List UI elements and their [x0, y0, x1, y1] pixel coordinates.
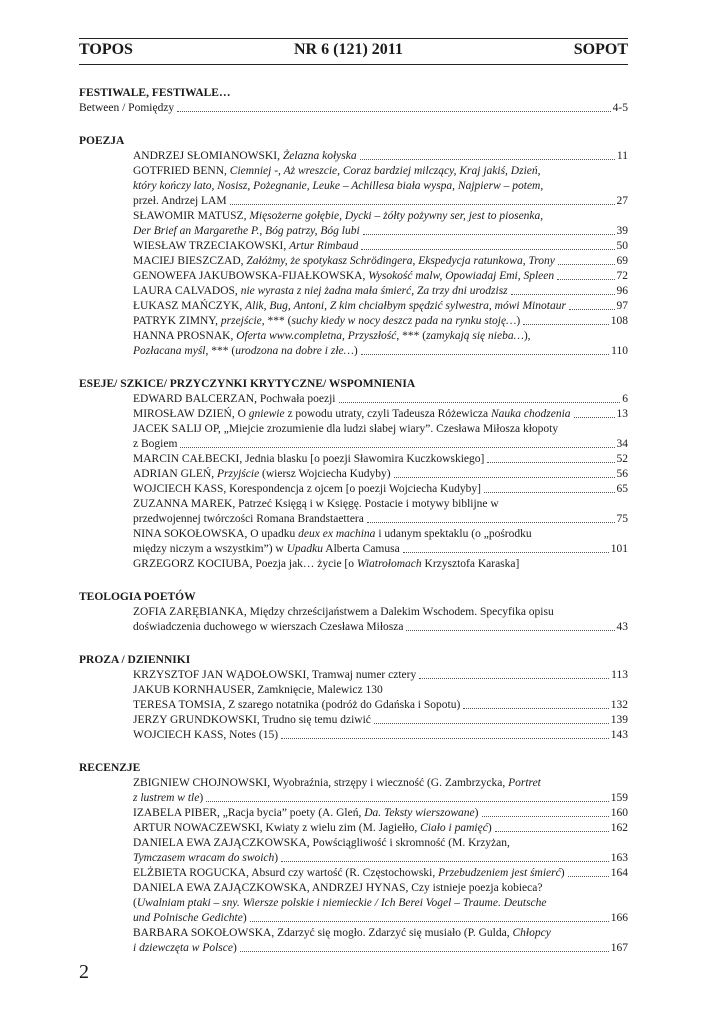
entry-text-segment: ZBIGNIEW CHOJNOWSKI, Wyobraźnia, strzępy i wieczność (G. Zambrzycka, [133, 777, 509, 789]
dot-leader [403, 551, 609, 553]
toc-section [79, 761, 628, 956]
entry-text-segment: Krzysztofa Karaska] [421, 558, 520, 570]
entry-title-italic: Upadku [286, 543, 324, 555]
entry-text [133, 210, 543, 222]
entry-title-italic: Mięsożerne gołębie, Dycki – żółty pożywny ser, jest to piosenka, [249, 210, 544, 222]
dot-leader [361, 248, 614, 250]
entry-text-segment: ) [242, 912, 247, 924]
toc-entry [79, 101, 628, 116]
entry-text-segment: ) [353, 345, 358, 357]
entry-text [133, 482, 481, 497]
entry-text [133, 558, 519, 570]
dot-leader [557, 278, 614, 280]
dot-leader [558, 263, 615, 265]
toc-entry [79, 239, 628, 254]
entry-text-segment: ELŻBIETA ROGUCKA, Absurd czy wartość (R. Częstochowski, [133, 867, 439, 879]
entry-text [133, 927, 551, 939]
entry-text-segment: doświadczenia duchowego w wierszach Czesława Miłosza [133, 621, 404, 633]
dot-leader [394, 476, 615, 478]
entry-text-segment: WIESŁAW TRZECIAKOWSKI, [133, 240, 290, 252]
page-ref: 108 [610, 315, 628, 327]
section-title: FESTIWALE, FESTIWALE… [79, 87, 231, 99]
toc-entry [79, 941, 628, 956]
page-ref: 43 [616, 621, 628, 633]
entry-text-segment: NINA SOKOŁOWSKA, O upadku [133, 528, 299, 540]
entry-title-italic: Da. Teksty wierszowane [364, 807, 475, 819]
entry-text [133, 452, 484, 467]
section-title: POEZJA [79, 135, 125, 147]
entry-text-segment: (wiersz Wojciecha Kudyby) [259, 468, 391, 480]
entry-title-italic: Chłopcy [512, 927, 551, 939]
toc-entry [79, 527, 628, 542]
entry-text-segment: MARCIN CAŁBECKI, Jednia blasku [o poezji Sławomira Kuczkowskiego] [133, 453, 485, 465]
entry-text-segment: BARBARA SOKOŁOWSKA, Zdarzyć się mogło. Zdarzyć się musiało (P. Gulda, [133, 927, 513, 939]
page-ref: 50 [616, 240, 628, 252]
entry-text [133, 423, 558, 435]
toc-section [79, 653, 628, 743]
dot-leader [281, 737, 609, 739]
entry-text-segment: MACIEJ BIESZCZAD, [133, 255, 247, 267]
toc-entry [79, 851, 628, 866]
entry-text [133, 224, 360, 239]
entry-text [133, 344, 358, 359]
entry-title-italic: Wysokość malw, Opowiadaj Emi, Spleen [368, 270, 555, 282]
page-ref: 6 [622, 393, 628, 405]
dot-leader [177, 110, 610, 112]
toc-entry [79, 254, 628, 269]
entry-text [133, 330, 531, 342]
toc-entry [79, 620, 628, 635]
page-ref: 13 [616, 408, 628, 420]
toc-entry [79, 926, 628, 941]
entry-title-italic: Tymczasem wracam do swoich [133, 852, 275, 864]
page-ref: 4-5 [612, 102, 628, 114]
entry-text-segment: z Bogiem [133, 438, 178, 450]
entry-title-italic: urodzona na dobre i złe… [235, 345, 354, 357]
toc-entry [79, 209, 628, 224]
entry-text-segment: ) [232, 942, 237, 954]
page-ref: 110 [611, 345, 628, 357]
entry-text-segment: ZUZANNA MAREK, Patrzeć Księgą i w Księgę. Postacie i motywy biblijne w [133, 498, 499, 510]
toc-entry [79, 467, 628, 482]
entry-text [133, 512, 364, 527]
page-ref: 39 [616, 225, 628, 237]
toc-entry [79, 557, 628, 572]
toc-entry [79, 836, 628, 851]
entry-text-segment: WOJCIECH KASS, Notes (15) [133, 729, 279, 741]
entry-text [133, 180, 543, 192]
toc-entry [79, 791, 628, 806]
section-title: ESEJE/ SZKICE/ PRZYCZYNKI KRYTYCZNE/ WSPOMNIENIA [79, 378, 416, 390]
entry-text-segment: SŁAWOMIR MATUSZ, [133, 210, 250, 222]
entry-title-italic: und Polnische Gedichte [133, 912, 243, 924]
page-ref: 159 [610, 792, 628, 804]
issue-number: NR 6 (121) 2011 [294, 41, 403, 58]
page-ref: 167 [610, 942, 628, 954]
entry-text-segment: GENOWEFA JAKUBOWSKA-FIJAŁKOWSKA, [133, 270, 369, 282]
dot-leader [482, 815, 609, 817]
dot-leader [281, 860, 609, 862]
entry-text-segment: TERESA TOMSIA, Z szarego notatnika (podróż do Gdańska i Sopotu) [133, 699, 461, 711]
entry-text [133, 542, 400, 557]
page-ref: 113 [611, 669, 628, 681]
entry-text-segment: Alberta Camusa [323, 543, 400, 555]
toc-entry [79, 821, 628, 836]
toc-entry [79, 683, 628, 698]
dot-leader [495, 830, 609, 832]
toc-entry [79, 224, 628, 239]
page-ref: 132 [610, 699, 628, 711]
entry-text-segment: HANNA PROSNAK, [133, 330, 237, 342]
dot-leader [361, 353, 609, 355]
entry-text-segment: przedwojennej twórczości Romana Brandstaettera [133, 513, 364, 525]
page-number: 2 [79, 961, 89, 983]
page-ref: 101 [610, 543, 628, 555]
entry-text [133, 713, 371, 728]
entry-title-italic: przejście [220, 315, 262, 327]
entry-text [133, 620, 403, 635]
toc-entry [79, 728, 628, 743]
toc-section [79, 86, 628, 116]
entry-text [133, 194, 227, 209]
entry-title-italic: Oferta www.completna, Przyszłość [236, 330, 397, 342]
entry-text [133, 299, 566, 314]
entry-title-italic: Der Brief an Margarethe P., Bóg patrzy, Bóg lubi [133, 225, 360, 237]
toc-entry [79, 698, 628, 713]
toc-section [79, 377, 628, 572]
dot-leader [568, 875, 609, 877]
toc-entry [79, 392, 628, 407]
entry-text-segment: ARTUR NOWACZEWSKI, Kwiaty z wielu zim (M. Jagiełło, [133, 822, 421, 834]
toc-entry [79, 668, 628, 683]
entry-text-segment: i udanym spektaklu (o „pośrodku [375, 528, 532, 540]
dot-leader [487, 461, 614, 463]
dot-leader [363, 233, 615, 235]
entry-text [133, 698, 460, 713]
section-title: PROZA / DZIENNIKI [79, 654, 191, 666]
page-ref: 160 [610, 807, 628, 819]
entry-text [133, 467, 391, 482]
entry-text [133, 791, 203, 806]
entry-text [133, 882, 542, 894]
entry-title-italic: zamykają się nieba… [426, 330, 524, 342]
dot-leader [574, 416, 615, 418]
entry-text-segment: ŁUKASZ MAŃCZYK, [133, 300, 246, 312]
entry-text [133, 777, 541, 789]
entry-title-italic: Ciemniej -, Aż wreszcie, Coraz bardziej milczący, Kraj jakiś, Dzień, [229, 165, 541, 177]
dot-leader [230, 203, 615, 205]
entry-title-italic: Żelazna kołyska [282, 150, 357, 162]
toc-entry [79, 407, 628, 422]
header-rule-top [79, 38, 628, 39]
journal-title: TOPOS [79, 41, 133, 58]
page-ref: 72 [616, 270, 628, 282]
toc-entry [79, 806, 628, 821]
dot-leader [463, 707, 608, 709]
dot-leader [339, 401, 621, 403]
toc-entry [79, 164, 628, 179]
page-ref: 11 [616, 150, 628, 162]
section-title: RECENZJE [79, 762, 141, 774]
page-ref: 97 [616, 300, 628, 312]
entry-title-italic: Pozłacana myśl [133, 345, 206, 357]
entry-text [133, 684, 383, 696]
entry-text-segment: DANIELA EWA ZAJĄCZKOWSKA, ANDRZEJ HYNAS, Czy istnieje poezja kobieca? [133, 882, 543, 894]
entry-text [133, 897, 547, 909]
entry-text [133, 284, 508, 299]
toc-entry [79, 482, 628, 497]
toc-entry [79, 542, 628, 557]
entry-title-italic: Wiatrołomach [356, 558, 422, 570]
page-ref: 96 [616, 285, 628, 297]
entry-title-italic: nie wyrasta z niej żadna mała śmierć, Za trzy dni urodzisz [240, 285, 508, 297]
entry-text-segment: ADRIAN GLEŃ, [133, 468, 218, 480]
entry-text-segment: ( [133, 897, 137, 909]
entry-text-segment: JERZY GRUNDKOWSKI, Trudno się temu dziwić [133, 714, 371, 726]
dot-leader [206, 800, 609, 802]
entry-text-segment: Between / Pomiędzy [79, 102, 175, 114]
entry-text [133, 437, 177, 452]
entry-text [133, 728, 278, 743]
page-ref: 163 [610, 852, 628, 864]
entry-title-italic: który kończy lato, Nosisz, Pożegnanie, Leuke – Achillesa biała wyspa, Najpierw – potem, [133, 180, 544, 192]
entry-text [133, 851, 278, 866]
entry-text-segment: ), [523, 330, 531, 342]
entry-text [133, 407, 571, 422]
entry-text [133, 314, 520, 329]
table-of-contents [79, 86, 628, 974]
entry-text-segment: ) [516, 315, 521, 327]
toc-entry [79, 437, 628, 452]
dot-leader [250, 920, 609, 922]
toc-entry [79, 329, 628, 344]
dot-leader [367, 521, 615, 523]
entry-text-segment: między niczym a wszystkim”) w [133, 543, 287, 555]
entry-text [133, 528, 532, 540]
entry-text [133, 941, 237, 956]
toc-entry [79, 422, 628, 437]
entry-text-segment: z powodu utraty, czyli Tadeusza Różewicza [284, 408, 491, 420]
entry-text [133, 254, 555, 269]
entry-text-segment: LAURA CALVADOS, [133, 285, 241, 297]
entry-text [133, 239, 358, 254]
entry-text [133, 165, 541, 177]
dot-leader [484, 491, 615, 493]
toc-section [79, 134, 628, 359]
dot-leader [240, 950, 609, 952]
entry-text [133, 821, 492, 836]
header-rule-bottom [79, 64, 628, 65]
page-ref: 164 [610, 867, 628, 879]
entry-title-italic: Ciało i pamięć [420, 822, 488, 834]
page-ref: 75 [616, 513, 628, 525]
page-ref: 56 [616, 468, 628, 480]
entry-text [133, 866, 565, 881]
entry-title-italic: Przyjście [217, 468, 260, 480]
entry-text-segment: GRZEGORZ KOCIUBA, Poezja jak… życie [o [133, 558, 357, 570]
page-ref: 162 [610, 822, 628, 834]
entry-title-italic: Przebudzeniem jest śmierć [438, 867, 561, 879]
entry-title-italic: gniewie [248, 408, 285, 420]
entry-text-segment: ) [560, 867, 565, 879]
entry-title-italic: Załóżmy, że spotykasz Schrödingera, Ekspedycja ratunkowa, Trony [246, 255, 555, 267]
page-ref: 65 [616, 483, 628, 495]
toc-entry [79, 269, 628, 284]
toc-entry [79, 866, 628, 881]
entry-text [133, 806, 479, 821]
entry-text-segment: ) [199, 792, 204, 804]
dot-leader [569, 308, 615, 310]
entry-title-italic: Artur Rimbaud [289, 240, 359, 252]
toc-entry [79, 314, 628, 329]
entry-text-segment: PATRYK ZIMNY, [133, 315, 221, 327]
entry-title-italic: Nauka chodzenia [491, 408, 571, 420]
entry-text-segment: GOTFRIED BENN, [133, 165, 230, 177]
entry-text-segment: ANDRZEJ SŁOMIANOWSKI, [133, 150, 283, 162]
toc-entry [79, 881, 628, 896]
entry-text [133, 498, 499, 510]
entry-text-segment: , *** ( [396, 330, 427, 342]
page-ref: 27 [616, 195, 628, 207]
entry-text [133, 269, 554, 284]
toc-entry [79, 194, 628, 209]
page-header [79, 41, 628, 63]
page-ref: 166 [610, 912, 628, 924]
entry-text [133, 606, 554, 618]
entry-title-italic: deux ex machina [298, 528, 376, 540]
entry-title-italic: suchy kiedy w nocy deszcz pada na rynku stoję… [291, 315, 517, 327]
entry-text-segment: ZOFIA ZARĘBIANKA, Między chrześcijaństwem a Dalekim Wschodem. Specyfika opisu [133, 606, 554, 618]
entry-text-segment: DANIELA EWA ZAJĄCZKOWSKA, Powściągliwość i skromność (M. Krzyżan, [133, 837, 510, 849]
entry-text-segment: IZABELA PIBER, „Racja bycia” poety (A. Gleń, [133, 807, 365, 819]
toc-entry-continuation [79, 179, 628, 194]
toc-entry [79, 299, 628, 314]
entry-text-segment: KRZYSZTOF JAN WĄDOŁOWSKI, Tramwaj numer cztery [133, 669, 417, 681]
entry-title-italic: Portret [508, 777, 541, 789]
entry-title-italic: i dziewczęta w Polsce [133, 942, 233, 954]
entry-text [133, 668, 416, 683]
toc-entry [79, 605, 628, 620]
entry-text [79, 101, 174, 116]
entry-text-segment: ) [474, 807, 479, 819]
dot-leader [419, 677, 609, 679]
toc-entry [79, 497, 628, 512]
toc-entry-continuation [79, 896, 628, 911]
toc-entry [79, 149, 628, 164]
entry-text [133, 392, 336, 407]
entry-text-segment: EDWARD BALCERZAN, Pochwała poezji [133, 393, 336, 405]
toc-entry [79, 776, 628, 791]
dot-leader [523, 323, 609, 325]
dot-leader [360, 158, 615, 160]
entry-text-segment: MIROSŁAW DZIEŃ, O [133, 408, 249, 420]
entry-text-segment: przeł. Andrzej LAM [133, 195, 227, 207]
toc-entry [79, 284, 628, 299]
entry-text-segment: , *** ( [261, 315, 292, 327]
toc-entry [79, 344, 628, 359]
entry-title-italic: Alik, Bug, Antoni, Z kim chciałbym spędzić sylwestra, mówi Minotaur [245, 300, 566, 312]
dot-leader [180, 446, 614, 448]
section-title: TEOLOGIA POETÓW [79, 591, 196, 603]
dot-leader [406, 629, 614, 631]
entry-text-segment: JAKUB KORNHAUSER, Zamknięcie, Malewicz 130 [133, 684, 383, 696]
page-ref: 52 [616, 453, 628, 465]
journal-city: SOPOT [573, 41, 628, 58]
entry-text [133, 911, 247, 926]
toc-entry [79, 452, 628, 467]
page-ref: 34 [616, 438, 628, 450]
toc-entry [79, 713, 628, 728]
dot-leader [374, 722, 609, 724]
entry-text-segment: ) [487, 822, 492, 834]
page-ref: 69 [616, 255, 628, 267]
entry-title-italic: z lustrem w tle [133, 792, 200, 804]
page-ref: 139 [610, 714, 628, 726]
entry-text-segment: JACEK SALIJ OP, „Miejcie zrozumienie dla ludzi słabej wiary”. Czesława Miłosza kłopoty [133, 423, 559, 435]
entry-text [133, 837, 510, 849]
toc-entry [79, 512, 628, 527]
entry-text-segment: WOJCIECH KASS, Korespondencja z ojcem [o poezji Wojciecha Kudyby] [133, 483, 481, 495]
entry-text-segment: ) [274, 852, 279, 864]
entry-text [133, 149, 357, 164]
dot-leader [511, 293, 615, 295]
entry-text-segment: , *** ( [205, 345, 236, 357]
page-ref: 143 [610, 729, 628, 741]
toc-section [79, 590, 628, 635]
entry-title-italic: Uwalniam ptaki – sny. Wiersze polskie i niemieckie / Ich Berei Vogel – Traume. Deutsche [136, 897, 547, 909]
toc-entry [79, 911, 628, 926]
